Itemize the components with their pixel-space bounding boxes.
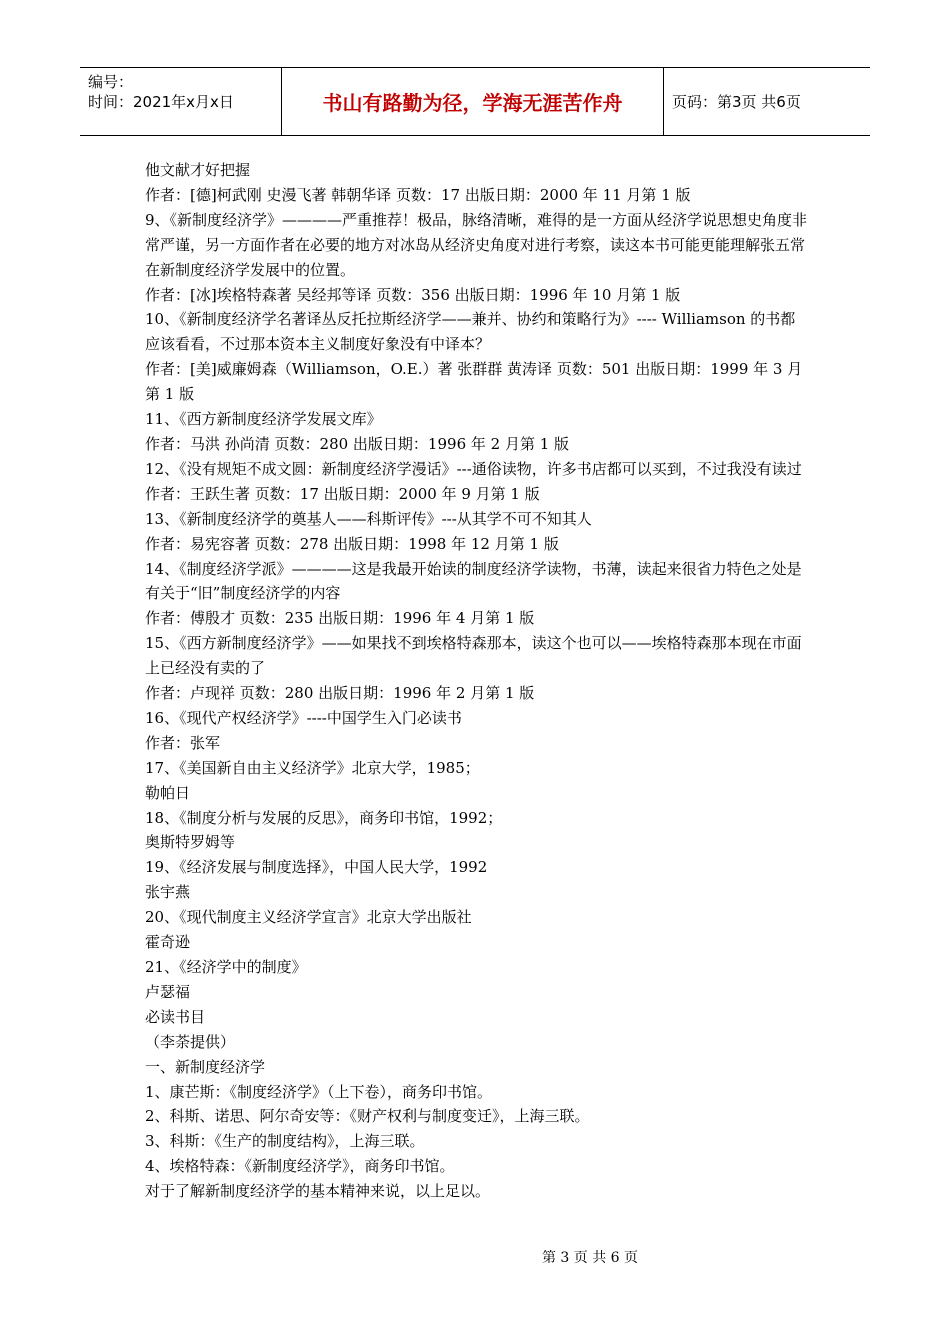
document-time-label: 时间：2021年x月x日 xyxy=(88,93,234,111)
page-header xyxy=(80,67,870,136)
text-line: 3、科斯：《生产的制度结构》，上海三联。 xyxy=(145,1132,425,1151)
text-line: 霍奇逊 xyxy=(145,933,191,952)
text-line: 12、《没有规矩不成文圆：新制度经济学漫话》---通俗读物，许多书店都可以买到，不过我没有读过 xyxy=(145,459,802,478)
text-line: 2、科斯、诺思、阿尔奇安等：《财产权利与制度变迁》，上海三联。 xyxy=(145,1107,590,1126)
text-line: 作者：[冰]埃格特森著 吴经邦等译 页数：356 出版日期：1996 年 10 月第 1 版 xyxy=(145,285,681,304)
text-line: （李荼提供） xyxy=(145,1032,236,1051)
header-motto: 书山有路勤为径，学海无涯苦作舟 xyxy=(281,68,664,135)
page-footer: 第 3 页 共 6 页 xyxy=(541,1250,639,1266)
text-line: 作者：[美]威廉姆森（Williamson，O.E.）著 张群群 黄涛译 页数：501 出版日期：1999 年 3 月第 1 版 xyxy=(145,360,803,404)
text-line: 21、《经济学中的制度》 xyxy=(145,958,307,976)
text-line: 张宇燕 xyxy=(145,883,191,902)
text-line: 卢瑟福 xyxy=(145,982,191,1001)
document-body xyxy=(145,158,810,1204)
text-line: 4、埃格特森：《新制度经济学》，商务印书馆。 xyxy=(145,1157,455,1176)
text-line: 10、《新制度经济学名著译丛反托拉斯经济学——兼并、协约和策略行为》---- Williamson 的书都应该看看，不过那本资本主义制度好象没有中译本？ xyxy=(145,310,796,354)
document-number-label: 编号： xyxy=(88,73,134,91)
text-line: 作者：王跃生著 页数：17 出版日期：2000 年 9 月第 1 版 xyxy=(145,484,540,503)
text-line: 作者：张军 xyxy=(145,733,221,752)
text-line: 18、《制度分析与发展的反思》，商务印书馆，1992； xyxy=(145,808,503,827)
text-line: 他文献才好把握 xyxy=(145,161,251,179)
text-line: 作者：马洪 孙尚清 页数：280 出版日期：1996 年 2 月第 1 版 xyxy=(145,434,570,453)
text-line: 1、康芒斯：《制度经济学》（上下卷），商务印书馆。 xyxy=(145,1082,493,1101)
text-line: 9、《新制度经济学》————严重推荐！极品，脉络清晰，难得的是一方面从经济学说思想史角度非常严谨，另一方面作者在必要的地方对冰岛从经济史角度对进行考察，读这本书可能更能理解张五常在新制度经济学发展中的位置。 xyxy=(145,210,808,279)
text-line: 20、《现代制度主义经济学宣言》北京大学出版社 xyxy=(145,908,472,927)
text-line: 作者：易宪容著 页数：278 出版日期：1998 年 12 月第 1 版 xyxy=(145,534,559,553)
text-line: 作者：傅殷才 页数：235 出版日期：1996 年 4 月第 1 版 xyxy=(145,609,535,628)
text-line: 勒帕日 xyxy=(145,783,191,802)
header-meta xyxy=(88,72,234,112)
text-line: 19、《经济发展与制度选择》，中国人民大学，1992 xyxy=(145,858,488,877)
text-line: 对于了解新制度经济学的基本精神来说，以上足以。 xyxy=(145,1182,491,1201)
text-line: 13、《新制度经济学的奠基人——科斯评传》---从其学不可不知其人 xyxy=(145,509,592,528)
text-line: 14、《制度经济学派》————这是我最开始读的制度经济学读物，书薄，读起来很省力特色之处是有关于“旧”制度经济学的内容 xyxy=(145,559,802,603)
text-line: 一、新制度经济学 xyxy=(145,1057,266,1076)
text-line: 奥斯特罗姆等 xyxy=(145,833,236,852)
text-line: 必读书目 xyxy=(145,1007,206,1026)
text-line: 作者：[德]柯武刚 史漫飞著 韩朝华译 页数：17 出版日期：2000 年 11 月第 1 版 xyxy=(145,185,691,204)
header-page-info: 页码：第3页 共6页 xyxy=(672,93,801,111)
text-line: 作者：卢现祥 页数：280 出版日期：1996 年 2 月第 1 版 xyxy=(145,684,535,703)
text-line: 11、《西方新制度经济学发展文库》 xyxy=(145,410,382,429)
text-line: 15、《西方新制度经济学》——如果找不到埃格特森那本，读这个也可以——埃格特森那本现在市面上已经没有卖的了 xyxy=(145,634,802,678)
text-line: 16、《现代产权经济学》----中国学生入门必读书 xyxy=(145,708,462,727)
text-line: 17、《美国新自由主义经济学》北京大学，1985； xyxy=(145,758,480,777)
